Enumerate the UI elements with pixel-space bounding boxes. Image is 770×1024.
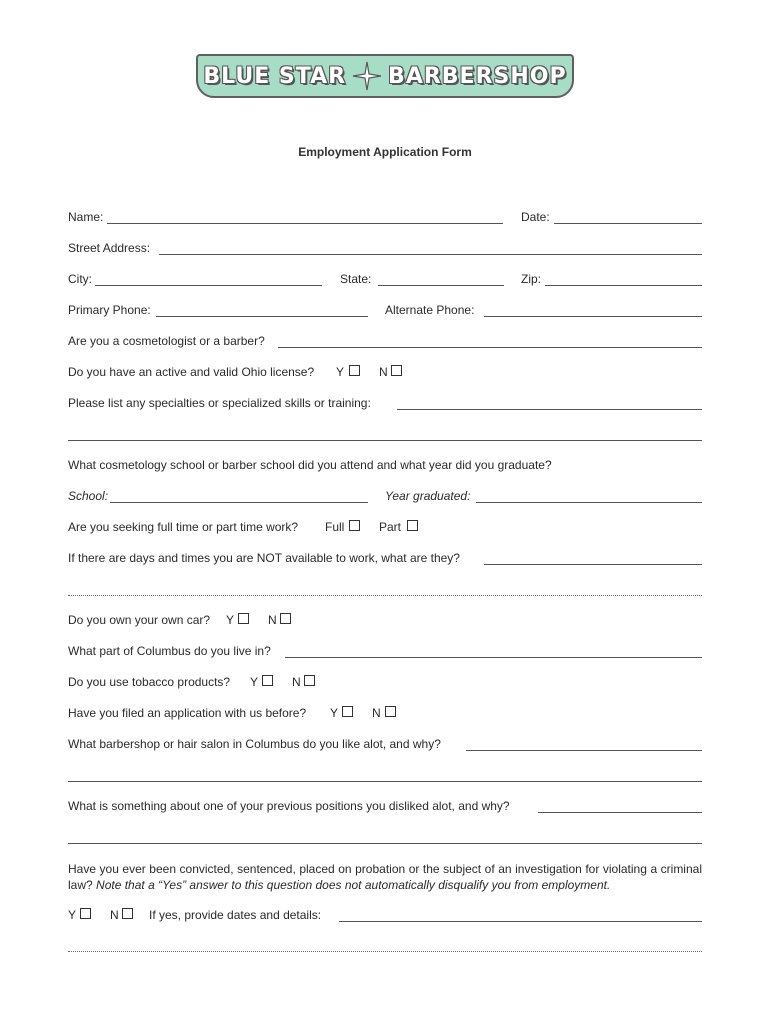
disliked-field[interactable] xyxy=(538,812,702,813)
convicted-no-checkbox[interactable] xyxy=(122,908,133,919)
zip-label: Zip: xyxy=(521,272,542,286)
if-yes-label: If yes, provide dates and details: xyxy=(149,908,322,922)
city-state-zip-row xyxy=(68,272,702,288)
convicted-yes-label: Y xyxy=(68,908,77,922)
state-label: State: xyxy=(340,272,372,286)
name-label: Name: xyxy=(68,210,104,224)
school-label: School: xyxy=(68,489,109,503)
license-row xyxy=(68,365,702,381)
disliked-row xyxy=(68,799,702,815)
year-graduated-field[interactable] xyxy=(476,502,702,503)
street-row xyxy=(68,241,702,257)
form-title: Employment Application Form xyxy=(298,145,472,159)
specialties-field[interactable] xyxy=(397,409,702,410)
filed-before-no-label: N xyxy=(372,706,381,720)
specialties-label: Please list any specialties or specialized skills or training: xyxy=(68,396,371,410)
columbus-part-row xyxy=(68,644,702,660)
name-field[interactable] xyxy=(107,223,503,224)
filed-before-label: Have you filed an application with us before? xyxy=(68,706,307,720)
if-yes-extra-field[interactable] xyxy=(68,951,702,952)
tobacco-yes-checkbox[interactable] xyxy=(262,675,273,686)
tobacco-yes-label: Y xyxy=(250,675,259,689)
logo-text-left: BLUE STAR xyxy=(203,63,347,89)
specialties-extra-field[interactable] xyxy=(68,440,702,441)
not-available-label: If there are days and times you are NOT available to work, what are they? xyxy=(68,551,460,565)
full-checkbox[interactable] xyxy=(349,520,360,531)
license-yes-label: Y xyxy=(336,365,345,379)
specialties-row xyxy=(68,396,702,412)
license-yes-checkbox[interactable] xyxy=(349,365,360,376)
full-part-label: Are you seeking full time or part time work? xyxy=(68,520,299,534)
not-available-row xyxy=(68,551,702,567)
blue-star-barbershop-logo xyxy=(196,54,574,98)
convicted-no-label: N xyxy=(110,908,119,922)
columbus-part-label: What part of Columbus do you live in? xyxy=(68,644,271,658)
like-salon-extra-row xyxy=(68,768,702,784)
license-no-label: N xyxy=(379,365,388,379)
own-car-label: Do you own your own car? xyxy=(68,613,211,627)
filed-before-row xyxy=(68,706,702,722)
city-field[interactable] xyxy=(95,285,322,286)
own-car-yes-label: Y xyxy=(226,613,235,627)
convicted-question xyxy=(68,861,702,893)
if-yes-field[interactable] xyxy=(339,921,702,922)
not-available-field[interactable] xyxy=(484,564,702,565)
license-no-checkbox[interactable] xyxy=(391,365,402,376)
like-salon-label: What barbershop or hair salon in Columbus do you like alot, and why? xyxy=(68,737,441,751)
date-label: Date: xyxy=(521,210,550,224)
street-field[interactable] xyxy=(159,254,702,255)
not-available-extra-field[interactable] xyxy=(68,595,702,596)
part-checkbox[interactable] xyxy=(407,520,418,531)
alternate-phone-label: Alternate Phone: xyxy=(385,303,475,317)
filed-before-no-checkbox[interactable] xyxy=(385,706,396,717)
disliked-extra-row xyxy=(68,830,702,846)
school-question-label: What cosmetology school or barber school did you attend and what year did you graduate? xyxy=(68,458,552,472)
phone-row xyxy=(68,303,702,319)
primary-phone-label: Primary Phone: xyxy=(68,303,151,317)
date-field[interactable] xyxy=(554,223,702,224)
school-field[interactable] xyxy=(110,502,368,503)
full-part-row xyxy=(68,520,702,536)
filed-before-yes-checkbox[interactable] xyxy=(342,706,353,717)
school-question-row xyxy=(68,458,702,474)
alternate-phone-field[interactable] xyxy=(484,316,702,317)
name-date-row xyxy=(68,210,702,226)
full-label: Full xyxy=(325,520,345,534)
zip-field[interactable] xyxy=(545,285,702,286)
own-car-no-checkbox[interactable] xyxy=(280,613,291,624)
tobacco-row xyxy=(68,675,702,691)
cosmetologist-label: Are you a cosmetologist or a barber? xyxy=(68,334,265,348)
convicted-note: Note that a “Yes” answer to this question does not automatically disqualify you from employment. xyxy=(96,878,611,892)
like-salon-row xyxy=(68,737,702,753)
city-label: City: xyxy=(68,272,92,286)
own-car-row xyxy=(68,613,702,629)
part-label: Part xyxy=(379,520,402,534)
year-graduated-label: Year graduated: xyxy=(385,489,471,503)
state-field[interactable] xyxy=(378,285,504,286)
convicted-answer-row xyxy=(68,908,702,924)
compass-star-icon xyxy=(352,61,382,91)
tobacco-no-label: N xyxy=(292,675,301,689)
convicted-yes-checkbox[interactable] xyxy=(80,908,91,919)
filed-before-yes-label: Y xyxy=(330,706,339,720)
columbus-part-field[interactable] xyxy=(285,657,702,658)
specialties-extra-row xyxy=(68,427,702,443)
school-row xyxy=(68,489,702,505)
primary-phone-field[interactable] xyxy=(156,316,368,317)
disliked-extra-field[interactable] xyxy=(68,843,702,844)
like-salon-extra-field[interactable] xyxy=(68,781,702,782)
disliked-label: What is something about one of your previous positions you disliked alot, and why? xyxy=(68,799,510,813)
license-label: Do you have an active and valid Ohio license? xyxy=(68,365,315,379)
own-car-yes-checkbox[interactable] xyxy=(238,613,249,624)
tobacco-label: Do you use tobacco products? xyxy=(68,675,231,689)
street-label: Street Address: xyxy=(68,241,151,255)
convicted-label: Have you ever been convicted, sentenced, placed on probation or the subject of an investigation for violating a criminal law? xyxy=(68,862,702,892)
cosmetologist-row xyxy=(68,334,702,350)
cosmetologist-field[interactable] xyxy=(278,347,702,348)
own-car-no-label: N xyxy=(268,613,277,627)
tobacco-no-checkbox[interactable] xyxy=(304,675,315,686)
logo-text-right: BARBERSHOP xyxy=(388,63,567,89)
like-salon-field[interactable] xyxy=(466,750,702,751)
